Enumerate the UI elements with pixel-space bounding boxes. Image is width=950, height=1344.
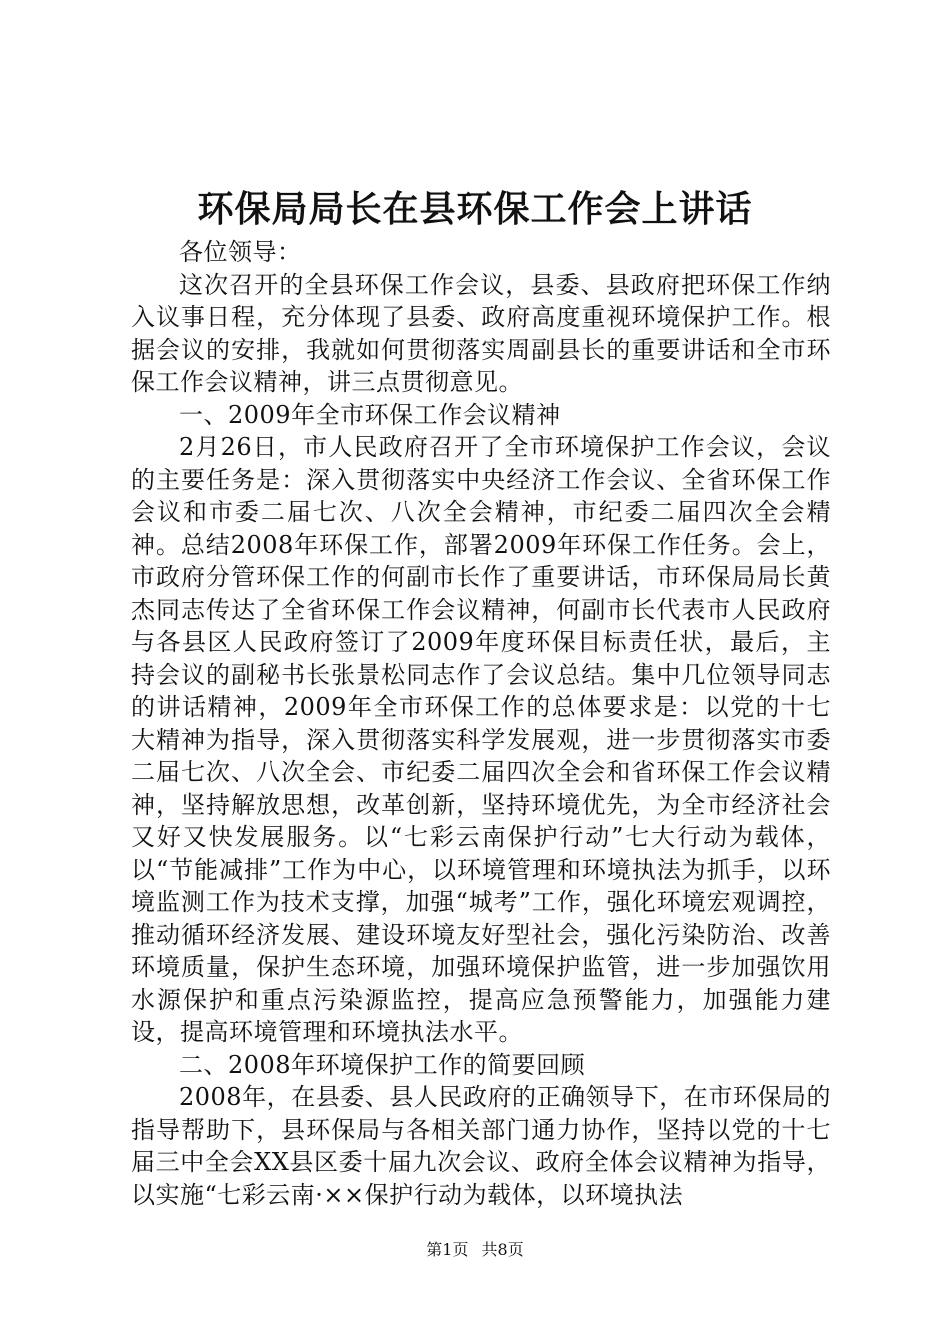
document-body <box>131 236 831 1211</box>
body-paragraph: 2008年，在县委、县人民政府的正确领导下，在市环保局的指导帮助下，县环保局与各相关部门通力协作，坚持以党的十七届三中全会XX县区委十届九次会议、政府全体会议精神为指导，以实施“七彩云南·××保护行动为载体，以环境执法 <box>131 1083 831 1209</box>
page-total: 共8页 <box>481 1240 524 1259</box>
page-number: 第1页 <box>426 1240 469 1259</box>
section-heading: 二、2008年环境保护工作的简要回顾 <box>179 1050 586 1079</box>
body-paragraph: 这次召开的全县环保工作会议，县委、县政府把环保工作纳入议事日程，充分体现了县委、政府高度重视环境保护工作。根据会议的安排，我就如何贯彻落实周副县长的重要讲话和全市环保工作会议精神，讲三点贯彻意见。 <box>131 270 831 396</box>
page-footer <box>0 1240 950 1260</box>
salutation: 各位领导： <box>179 238 302 266</box>
body-paragraph: 2月26日，市人民政府召开了全市环境保护工作会议，会议的主要任务是：深入贯彻落实中央经济工作会议、全省环保工作会议和市委二届七次、八次全会精神，市纪委二届四次全会精神。总结2008年环保工作，部署2009年环保工作任务。会上，市政府分管环保工作的何副市长作了重要讲话，市环保局局长黄杰同志传达了全省环保工作会议精神，何副市长代表市人民政府与各县区人民政府签订了2009年度环保目标责任状，最后，主持会议的副秘书长张景松同志作了会议总结。集中几位领导同志的讲话精神，2009年全市环保工作的总体要求是：以党的十七大精神为指导，深入贯彻落实科学发展观，进一步贯彻落实市委二届七次、八次全会、市纪委二届四次全会和省环保工作会议精神，坚持解放思想，改革创新，坚持环境优先，为全市经济社会又好又快发展服务。以“七彩云南保护行动”七大行动为载体，以“节能减排”工作为中心，以环境管理和环境执法为抓手，以环境监测工作为技术支撑，加强“城考”工作，强化环境宏观调控，推动循环经济发展、建设环境友好型社会，强化污染防治、改善环境质量，保护生态环境，加强环境保护监管，进一步加强饮用水源保护和重点污染源监控，提高应急预警能力，加强能力建设，提高环境管理和环境执法水平。 <box>131 433 831 1046</box>
section-heading: 一、2009年全市环保工作会议精神 <box>179 400 561 429</box>
document-title: 环保局局长在县环保工作会上讲话 <box>197 189 753 230</box>
